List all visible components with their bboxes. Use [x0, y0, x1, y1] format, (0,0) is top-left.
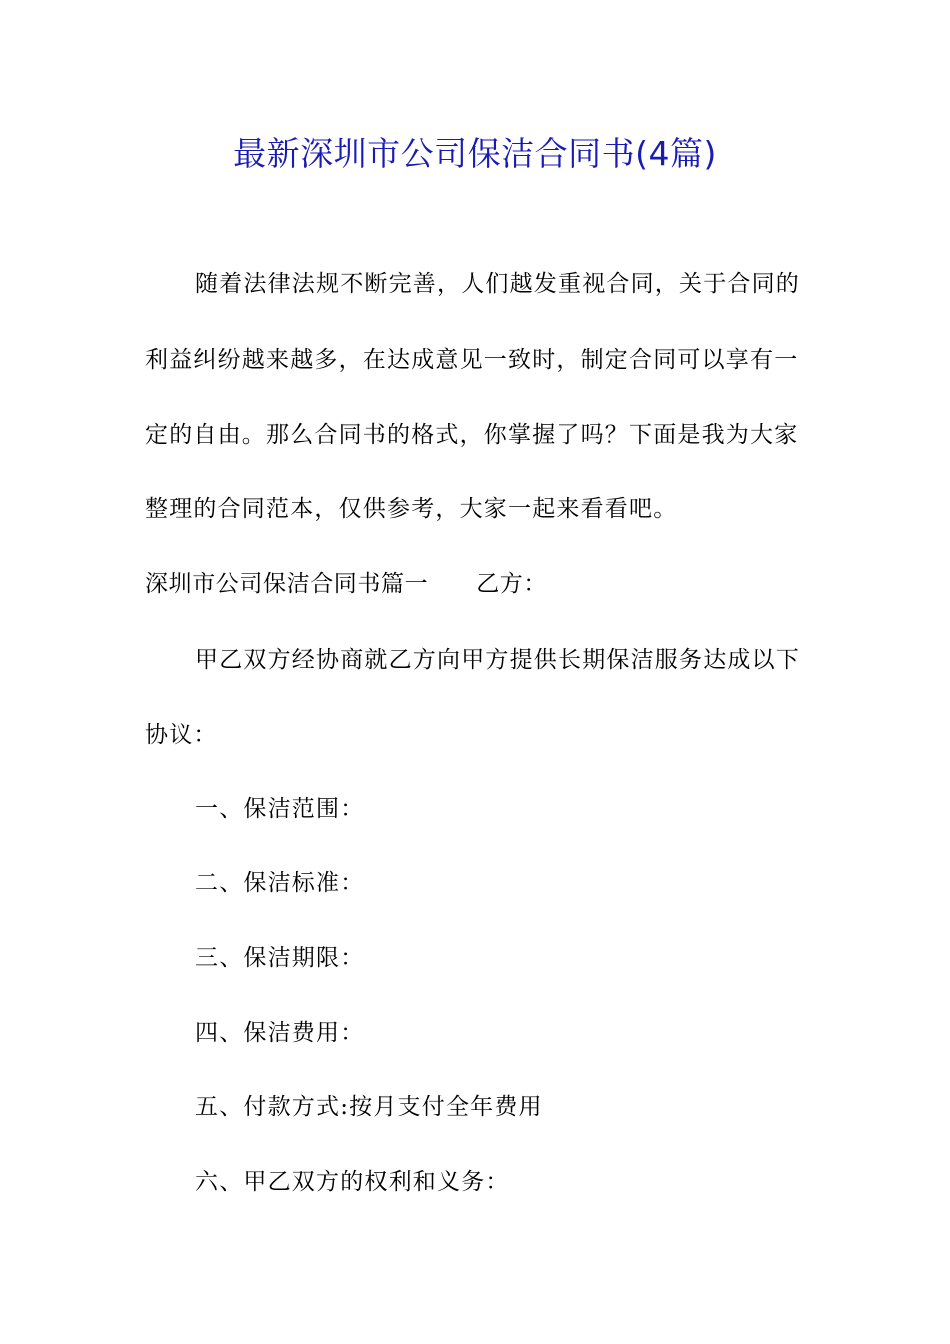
section-heading: 深圳市公司保洁合同书篇一: [145, 571, 429, 597]
clause-5: 五、付款方式:按月支付全年费用: [195, 1094, 543, 1120]
agreement-line-1: 甲乙双方经协商就乙方向甲方提供长期保洁服务达成以下: [195, 647, 800, 673]
party-b-label: 乙方：: [476, 571, 548, 597]
section-heading-line: [145, 566, 815, 602]
clause-4: 四、保洁费用：: [195, 1020, 365, 1046]
intro-line-4: 整理的合同范本，仅供参考，大家一起来看看吧。: [145, 496, 678, 522]
document-title: 最新深圳市公司保洁合同书(4篇): [233, 134, 717, 173]
clause-1: 一、保洁范围：: [195, 796, 365, 822]
intro-line-3: 定的自由。那么合同书的格式，你掌握了吗？下面是我为大家: [145, 422, 799, 448]
intro-line-2: 利益纠纷越来越多，在达成意见一致时，制定合同可以享有一: [145, 347, 799, 373]
intro-line-1: 随着法律法规不断完善，人们越发重视合同，关于合同的: [195, 271, 800, 297]
clause-2: 二、保洁标准：: [195, 870, 365, 896]
clause-6: 六、甲乙双方的权利和义务：: [195, 1169, 510, 1195]
agreement-line-2: 协议：: [145, 722, 218, 748]
clause-3: 三、保洁期限：: [195, 945, 365, 971]
